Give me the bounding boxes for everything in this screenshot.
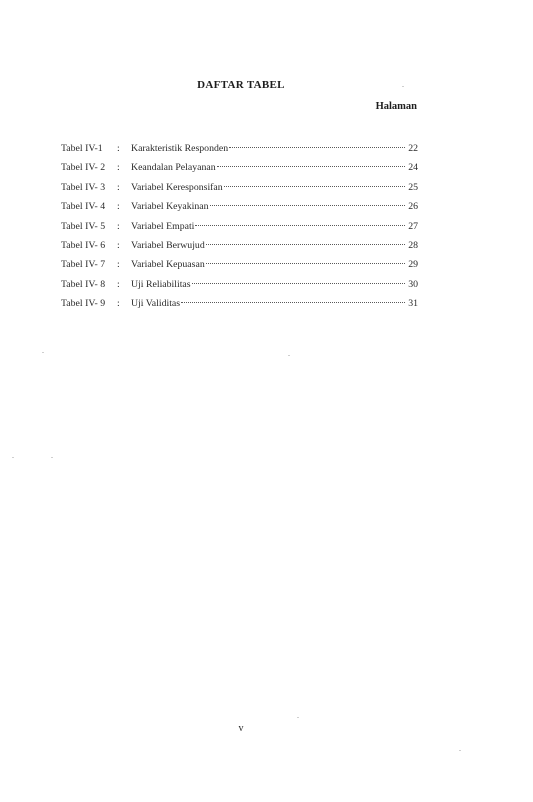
table-title: Keandalan Pelayanan (131, 162, 216, 174)
scan-speck (288, 355, 290, 356)
scan-speck (402, 86, 404, 87)
table-title: Uji Reliabilitas (131, 278, 191, 290)
table-title: Variabel Keresponsifan (131, 181, 223, 193)
list-item (61, 178, 418, 197)
separator: : (117, 201, 120, 213)
table-label: Tabel IV- 7 (61, 259, 106, 271)
scan-speck (12, 457, 14, 458)
list-item (61, 255, 418, 274)
separator: : (117, 143, 120, 154)
table-label: Tabel IV- 5 (61, 220, 106, 232)
table-title: Variabel Keyakinan (131, 201, 209, 213)
list-item (61, 294, 418, 313)
dot-leader (192, 282, 405, 284)
separator: : (117, 220, 120, 232)
page-title: DAFTAR TABEL (197, 79, 285, 91)
page-footer-number: v (238, 723, 244, 734)
table-label: Tabel IV-1 (61, 143, 103, 154)
scan-speck (459, 750, 461, 751)
list-item (61, 158, 418, 177)
page-number: 22 (408, 143, 418, 154)
table-title: Uji Validitas (131, 298, 181, 310)
page-number: 25 (408, 181, 418, 193)
dot-leader (206, 262, 405, 264)
page-number: 24 (408, 162, 418, 174)
page-number: 27 (408, 220, 418, 232)
list-item (61, 217, 418, 236)
dot-leader (181, 301, 405, 303)
table-label: Tabel IV- 3 (61, 181, 106, 193)
dot-leader (206, 243, 405, 245)
separator: : (117, 181, 120, 193)
list-item (61, 197, 418, 216)
page-number: 31 (408, 298, 418, 310)
page-column-header: Halaman (375, 101, 417, 112)
table-title: Variabel Berwujud (131, 239, 205, 251)
table-title: Variabel Empati (131, 220, 195, 232)
table-title: Karakteristik Responden (131, 143, 229, 154)
scan-speck (42, 352, 44, 353)
dot-leader (224, 185, 405, 187)
page-number: 26 (408, 201, 418, 213)
separator: : (117, 259, 120, 271)
separator: : (117, 162, 120, 174)
page-number: 30 (408, 278, 418, 290)
page-number: 29 (408, 259, 418, 271)
list-item (61, 275, 418, 294)
table-label: Tabel IV- 2 (61, 162, 106, 174)
list-item (61, 236, 418, 255)
dot-leader (217, 165, 405, 167)
table-list (61, 139, 418, 314)
page-number: 28 (408, 239, 418, 251)
dot-leader (229, 146, 405, 148)
dot-leader (210, 204, 405, 206)
table-label: Tabel IV- 4 (61, 201, 106, 213)
separator: : (117, 239, 120, 251)
table-label: Tabel IV- 6 (61, 239, 106, 251)
table-label: Tabel IV- 9 (61, 298, 106, 310)
separator: : (117, 278, 120, 290)
scan-speck (51, 457, 53, 458)
scan-speck (297, 717, 299, 718)
list-item (61, 139, 418, 158)
table-label: Tabel IV- 8 (61, 278, 106, 290)
dot-leader (195, 224, 405, 226)
table-title: Variabel Kepuasan (131, 259, 205, 271)
separator: : (117, 298, 120, 310)
